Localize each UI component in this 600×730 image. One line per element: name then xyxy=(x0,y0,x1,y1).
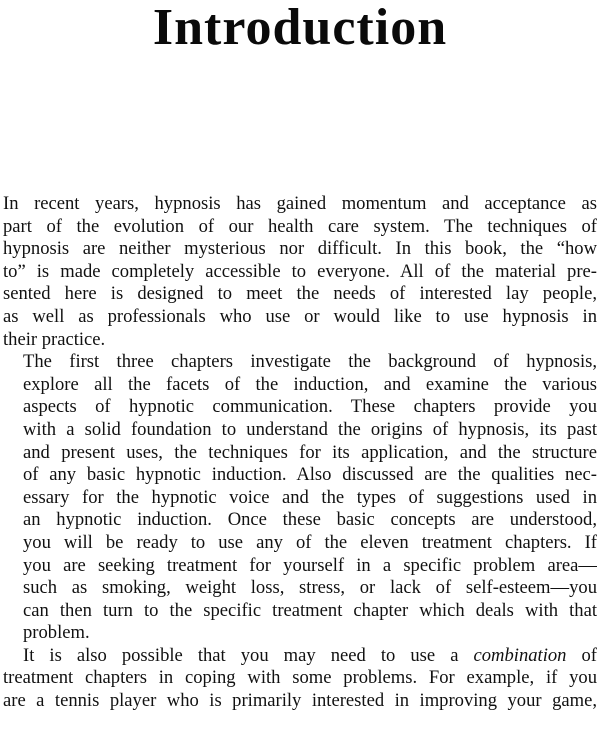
text-line: with a solid foundation to understand the origins of hypnosis, its past xyxy=(23,418,597,440)
paragraph-3 xyxy=(3,645,597,713)
text-line xyxy=(3,645,597,668)
text-line: and present uses, the techniques for its application, and the structure xyxy=(23,441,597,463)
text-line: you are seeking treatment for yourself in a specific problem area— xyxy=(23,554,597,576)
chapter-title: Introduction xyxy=(152,0,448,56)
emphasized-word: combination xyxy=(473,644,567,666)
text-line: sented here is designed to meet the needs of interested lay people, xyxy=(3,283,597,305)
text-line: to” is made completely accessible to everyone. All of the material pre- xyxy=(3,260,597,282)
text-line: treatment chapters in coping with some problems. For example, if you xyxy=(3,667,597,689)
body-text xyxy=(3,193,597,713)
text-segment: It is also possible that you may need to use a xyxy=(23,644,474,666)
text-line: such as smoking, weight loss, stress, or lack of self-esteem—you xyxy=(23,577,597,599)
text-line: are a tennis player who is primarily interested in improving your game, xyxy=(3,690,597,712)
text-line: In recent years, hypnosis has gained momentum and acceptance as xyxy=(3,193,597,214)
text-segment: of xyxy=(566,644,597,666)
text-line: hypnosis are neither mysterious nor difficult. In this book, the “how xyxy=(3,238,597,260)
text-line: can then turn to the specific treatment chapter which deals with that xyxy=(23,599,597,621)
text-line: as well as professionals who use or would like to use hypnosis in xyxy=(3,305,597,327)
text-line: part of the evolution of our health care system. The techniques of xyxy=(3,215,597,237)
text-line: explore all the facets of the induction, and examine the various xyxy=(23,373,597,395)
text-line: essary for the hypnotic voice and the types of suggestions used in xyxy=(23,486,597,508)
text-line: aspects of hypnotic communication. These chapters provide you xyxy=(23,396,597,418)
text-line: The first three chapters investigate the background of hypnosis, xyxy=(23,351,597,373)
text-line: of any basic hypnotic induction. Also discussed are the qualities nec- xyxy=(23,464,597,486)
text-line: you will be ready to use any of the eleven treatment chapters. If xyxy=(23,531,597,553)
paragraph-2 xyxy=(3,351,597,645)
text-line: their practice. xyxy=(3,328,106,350)
text-line: problem. xyxy=(23,622,90,644)
text-line: an hypnotic induction. Once these basic concepts are understood, xyxy=(23,509,597,531)
paragraph-1 xyxy=(3,193,597,351)
